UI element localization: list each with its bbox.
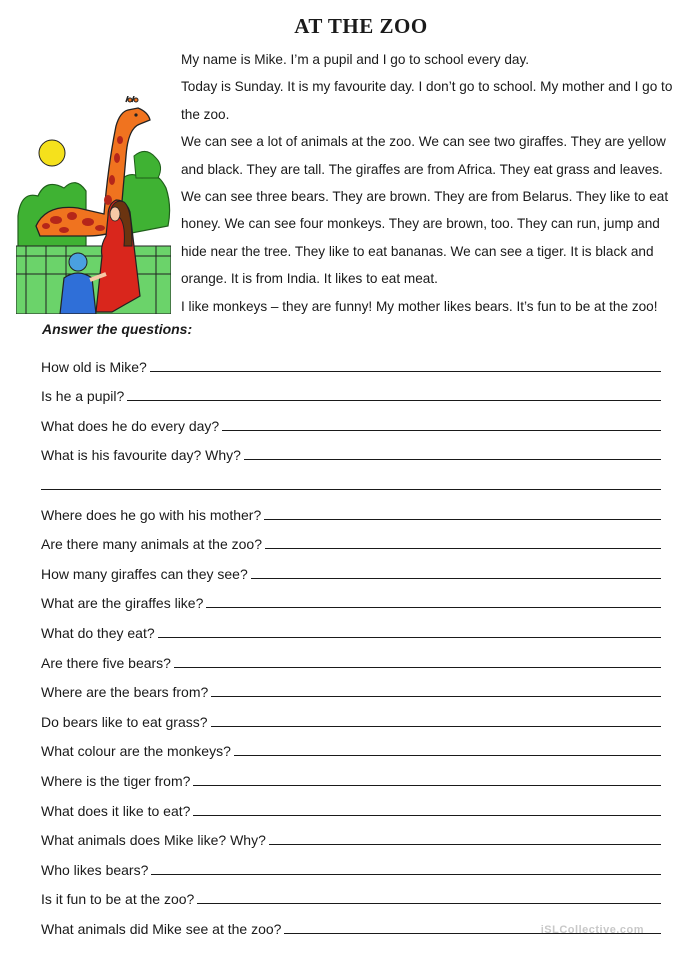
- question-row: [41, 435, 661, 465]
- answer-line[interactable]: [244, 459, 661, 460]
- answer-line[interactable]: [151, 874, 661, 875]
- question-text: Is he a pupil?: [41, 388, 125, 405]
- story-paragraph: I like monkeys – they are funny! My mother likes bears. It’s fun to be at the zoo!: [181, 298, 658, 314]
- answer-line[interactable]: [265, 548, 661, 549]
- answer-line[interactable]: [222, 430, 661, 431]
- question-row: [41, 376, 661, 406]
- question-text: Where is the tiger from?: [41, 772, 191, 789]
- question-row: [41, 612, 661, 642]
- question-row: [41, 879, 661, 909]
- question-row: [41, 583, 661, 613]
- question-text: Where does he go with his mother?: [41, 506, 262, 523]
- answer-line[interactable]: [150, 371, 661, 372]
- question-row: [41, 346, 661, 376]
- story-paragraph: Today is Sunday. It is my favourite day. I don’t go to school. My mother and I go to the zoo.: [181, 79, 673, 122]
- page-title: AT THE ZOO: [294, 14, 428, 38]
- question-row: [41, 790, 661, 820]
- zoo-giraffe-illustration: [16, 96, 171, 314]
- question-text: Who likes bears?: [41, 861, 149, 878]
- question-text: Do bears like to eat grass?: [41, 713, 208, 730]
- story-paragraph: We can see a lot of animals at the zoo. We can see two giraffes. They are yellow and black. They are tall. The giraffes are from Africa. They eat grass and leaves. We can see three bears. They are brown. They are from Belarus. They like to eat honey. We can see four monkeys. They are brown, too. They can run, jump and hide near the tree. They like to eat bananas. We can see a tiger. It is black and orange. It is from India. It likes to eat meat.: [181, 134, 669, 287]
- story-text: [181, 46, 676, 320]
- answer-line[interactable]: [193, 785, 661, 786]
- question-text: What animals did Mike see at the zoo?: [41, 920, 282, 937]
- answer-heading: Answer the questions:: [42, 321, 193, 337]
- question-text: What is his favourite day? Why?: [41, 447, 241, 464]
- question-row: [41, 820, 661, 850]
- question-text: What are the giraffes like?: [41, 595, 204, 612]
- answer-line[interactable]: [127, 400, 661, 401]
- answer-line[interactable]: [197, 903, 661, 904]
- question-row: [41, 760, 661, 790]
- question-list: [41, 346, 661, 938]
- sun-icon: [39, 140, 65, 166]
- question-text: Where are the bears from?: [41, 684, 209, 701]
- question-row: [41, 701, 661, 731]
- question-text: What does it like to eat?: [41, 802, 191, 819]
- question-text: What does he do every day?: [41, 417, 220, 434]
- answer-line[interactable]: [206, 607, 661, 608]
- answer-line[interactable]: [41, 489, 661, 490]
- question-row: [41, 849, 661, 879]
- answer-line[interactable]: [264, 519, 661, 520]
- question-text: What animals does Mike like? Why?: [41, 832, 266, 849]
- question-row: [41, 672, 661, 702]
- watermark: iSLCollective.com: [540, 924, 644, 936]
- question-row: [41, 731, 661, 761]
- question-text: Are there many animals at the zoo?: [41, 536, 263, 553]
- question-row: [41, 642, 661, 672]
- answer-line[interactable]: [211, 696, 661, 697]
- question-row: [41, 464, 661, 494]
- question-text: What do they eat?: [41, 624, 155, 641]
- question-row: [41, 553, 661, 583]
- question-text: Is it fun to be at the zoo?: [41, 891, 195, 908]
- question-text: What colour are the monkeys?: [41, 743, 231, 760]
- answer-line[interactable]: [269, 844, 661, 845]
- answer-line[interactable]: [251, 578, 661, 579]
- answer-line[interactable]: [158, 637, 661, 638]
- answer-line[interactable]: [211, 726, 661, 727]
- answer-line[interactable]: [174, 667, 661, 668]
- question-text: How old is Mike?: [41, 358, 147, 375]
- question-text: Are there five bears?: [41, 654, 171, 671]
- question-row: [41, 405, 661, 435]
- question-text: How many giraffes can they see?: [41, 565, 248, 582]
- answer-line[interactable]: [234, 755, 661, 756]
- story-paragraph: My name is Mike. I’m a pupil and I go to school every day.: [181, 52, 530, 67]
- question-row: [41, 494, 661, 524]
- answer-line[interactable]: [193, 815, 661, 816]
- question-row: [41, 524, 661, 554]
